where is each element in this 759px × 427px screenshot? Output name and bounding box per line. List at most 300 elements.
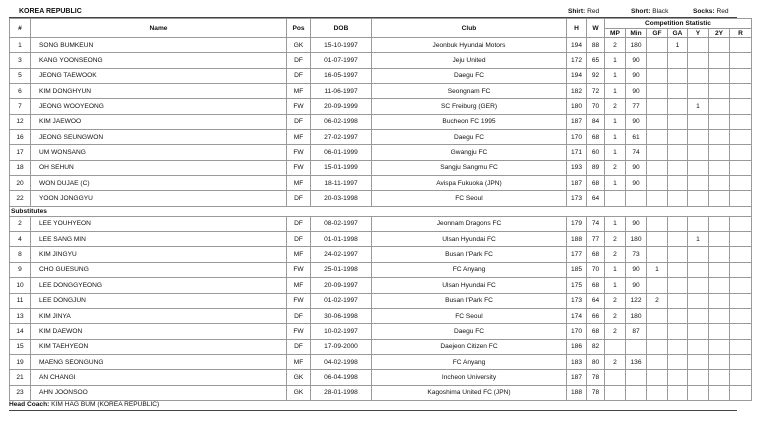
cell-ga (668, 145, 688, 160)
cell-h: 187 (567, 176, 587, 191)
cell-club: FC Seoul (372, 308, 567, 323)
cell-y2 (709, 308, 730, 323)
cell-dob: 28-01-1998 (311, 385, 372, 400)
cell-h: 194 (567, 38, 587, 53)
cell-pos: DF (287, 216, 311, 231)
col-weight: W (587, 19, 605, 38)
cell-gf (647, 145, 668, 160)
cell-min: 90 (626, 176, 647, 191)
cell-gf (647, 232, 668, 247)
cell-mp (605, 339, 626, 354)
cell-pos: GK (287, 370, 311, 385)
cell-r (730, 38, 752, 53)
cell-ga (668, 114, 688, 129)
head-coach-label: Head Coach: (9, 401, 50, 408)
col-y: Y (688, 29, 709, 38)
cell-pos: DF (287, 232, 311, 247)
cell-club: FC Anyang (372, 354, 567, 369)
cell-w: 68 (587, 247, 605, 262)
cell-y (688, 191, 709, 206)
cell-w: 64 (587, 191, 605, 206)
cell-h: 179 (567, 216, 587, 231)
cell-num: 13 (10, 308, 31, 323)
cell-y (688, 53, 709, 68)
cell-num: 9 (10, 262, 31, 277)
cell-y (688, 176, 709, 191)
cell-mp: 1 (605, 176, 626, 191)
cell-y2 (709, 53, 730, 68)
cell-y2 (709, 232, 730, 247)
cell-y2 (709, 68, 730, 83)
cell-dob: 06-01-1999 (311, 145, 372, 160)
cell-min: 73 (626, 247, 647, 262)
cell-club: Bucheon FC 1995 (372, 114, 567, 129)
cell-mp: 1 (605, 145, 626, 160)
cell-club: Jeonbuk Hyundai Motors (372, 38, 567, 53)
cell-y2 (709, 216, 730, 231)
cell-pos: DF (287, 68, 311, 83)
cell-r (730, 370, 752, 385)
cell-club: Kagoshima United FC (JPN) (372, 385, 567, 400)
cell-r (730, 262, 752, 277)
cell-ga (668, 191, 688, 206)
cell-name: UM WONSANG (31, 145, 287, 160)
cell-gf (647, 160, 668, 175)
cell-w: 72 (587, 84, 605, 99)
cell-y (688, 145, 709, 160)
cell-y (688, 339, 709, 354)
col-name: Name (31, 19, 287, 38)
cell-min: 90 (626, 216, 647, 231)
cell-pos: GK (287, 38, 311, 53)
cell-y2 (709, 145, 730, 160)
player-row (10, 191, 752, 206)
cell-h: 187 (567, 370, 587, 385)
cell-club: SC Freiburg (GER) (372, 99, 567, 114)
cell-mp: 1 (605, 262, 626, 277)
cell-gf (647, 114, 668, 129)
cell-num: 19 (10, 354, 31, 369)
cell-w: 82 (587, 339, 605, 354)
cell-y (688, 160, 709, 175)
cell-r (730, 176, 752, 191)
cell-mp: 1 (605, 53, 626, 68)
cell-min: 90 (626, 68, 647, 83)
cell-w: 74 (587, 216, 605, 231)
cell-dob: 04-02-1998 (311, 354, 372, 369)
cell-ga (668, 53, 688, 68)
cell-w: 64 (587, 293, 605, 308)
cell-gf (647, 324, 668, 339)
cell-h: 171 (567, 145, 587, 160)
cell-gf (647, 370, 668, 385)
cell-y2 (709, 293, 730, 308)
player-row (10, 278, 752, 293)
cell-y2 (709, 324, 730, 339)
player-row (10, 38, 752, 53)
cell-pos: DF (287, 53, 311, 68)
cell-h: 188 (567, 232, 587, 247)
cell-r (730, 145, 752, 160)
cell-w: 66 (587, 308, 605, 323)
player-row (10, 145, 752, 160)
substitutes-section (10, 206, 752, 216)
cell-min: 90 (626, 84, 647, 99)
cell-y2 (709, 247, 730, 262)
cell-num: 21 (10, 370, 31, 385)
cell-y2 (709, 38, 730, 53)
cell-r (730, 216, 752, 231)
cell-y (688, 247, 709, 262)
cell-club: Busan I'Park FC (372, 293, 567, 308)
cell-club: Daegu FC (372, 324, 567, 339)
player-row (10, 339, 752, 354)
cell-name: LEE SANG MIN (31, 232, 287, 247)
cell-gf (647, 278, 668, 293)
cell-mp (605, 385, 626, 400)
cell-ga (668, 308, 688, 323)
cell-ga (668, 324, 688, 339)
cell-w: 89 (587, 160, 605, 175)
cell-r (730, 339, 752, 354)
cell-ga: 1 (668, 38, 688, 53)
cell-dob: 08-02-1997 (311, 216, 372, 231)
cell-y (688, 114, 709, 129)
cell-h: 187 (567, 114, 587, 129)
cell-pos: FW (287, 99, 311, 114)
cell-r (730, 247, 752, 262)
cell-mp: 1 (605, 130, 626, 145)
cell-gf: 2 (647, 293, 668, 308)
cell-name: KANG YOONSEONG (31, 53, 287, 68)
cell-club: Avispa Fukuoka (JPN) (372, 176, 567, 191)
cell-pos: MF (287, 84, 311, 99)
cell-y: 1 (688, 99, 709, 114)
cell-club: Incheon University (372, 370, 567, 385)
cell-min: 74 (626, 145, 647, 160)
cell-r (730, 354, 752, 369)
cell-w: 84 (587, 114, 605, 129)
player-row (10, 84, 752, 99)
cell-gf (647, 99, 668, 114)
cell-y2 (709, 354, 730, 369)
cell-dob: 20-03-1998 (311, 191, 372, 206)
cell-y2 (709, 262, 730, 277)
cell-pos: DF (287, 308, 311, 323)
cell-name: AHN JOONSOO (31, 385, 287, 400)
cell-r (730, 324, 752, 339)
player-row (10, 114, 752, 129)
cell-min: 122 (626, 293, 647, 308)
cell-w: 77 (587, 232, 605, 247)
cell-gf (647, 53, 668, 68)
cell-pos: MF (287, 278, 311, 293)
cell-dob: 24-02-1997 (311, 247, 372, 262)
cell-pos: DF (287, 191, 311, 206)
cell-club: FC Anyang (372, 262, 567, 277)
cell-club: FC Seoul (372, 191, 567, 206)
cell-h: 177 (567, 247, 587, 262)
short-color: Short: Black (631, 8, 669, 15)
cell-num: 22 (10, 191, 31, 206)
cell-name: KIM TAEHYEON (31, 339, 287, 354)
player-row (10, 232, 752, 247)
player-row (10, 53, 752, 68)
col-gf: GF (647, 29, 668, 38)
cell-w: 68 (587, 130, 605, 145)
cell-num: 6 (10, 84, 31, 99)
cell-ga (668, 68, 688, 83)
cell-w: 68 (587, 278, 605, 293)
cell-ga (668, 232, 688, 247)
cell-min: 90 (626, 114, 647, 129)
cell-ga (668, 293, 688, 308)
col-2y: 2Y (709, 29, 730, 38)
cell-club: Gwangju FC (372, 145, 567, 160)
cell-r (730, 130, 752, 145)
cell-min: 77 (626, 99, 647, 114)
cell-ga (668, 278, 688, 293)
cell-pos: DF (287, 339, 311, 354)
cell-ga (668, 262, 688, 277)
cell-dob: 20-09-1999 (311, 99, 372, 114)
cell-min: 180 (626, 232, 647, 247)
cell-w: 70 (587, 262, 605, 277)
cell-gf (647, 38, 668, 53)
cell-y2 (709, 339, 730, 354)
cell-min: 180 (626, 38, 647, 53)
cell-min: 90 (626, 262, 647, 277)
cell-y (688, 370, 709, 385)
cell-min (626, 385, 647, 400)
cell-name: JEONG TAEWOOK (31, 68, 287, 83)
cell-name: JEONG WOOYEONG (31, 99, 287, 114)
cell-dob: 06-02-1998 (311, 114, 372, 129)
shirt-color: Shirt: Red (568, 8, 600, 15)
cell-y (688, 324, 709, 339)
col-r: R (730, 29, 752, 38)
cell-r (730, 278, 752, 293)
col-pos: Pos (287, 19, 311, 38)
cell-club: Jeju United (372, 53, 567, 68)
cell-mp: 2 (605, 324, 626, 339)
cell-name: LEE YOUHYEON (31, 216, 287, 231)
cell-pos: FW (287, 145, 311, 160)
cell-y: 1 (688, 232, 709, 247)
cell-ga (668, 99, 688, 114)
cell-h: 188 (567, 385, 587, 400)
cell-dob: 10-02-1997 (311, 324, 372, 339)
cell-h: 175 (567, 278, 587, 293)
cell-y (688, 354, 709, 369)
cell-h: 186 (567, 339, 587, 354)
cell-gf (647, 354, 668, 369)
cell-name: KIM DAEWON (31, 324, 287, 339)
cell-mp: 1 (605, 84, 626, 99)
head-coach-name: KIM HAG BUM (KOREA REPUBLIC) (51, 401, 160, 408)
cell-r (730, 53, 752, 68)
cell-ga (668, 370, 688, 385)
cell-gf (647, 339, 668, 354)
cell-w: 78 (587, 370, 605, 385)
cell-min: 90 (626, 160, 647, 175)
cell-min (626, 339, 647, 354)
cell-mp: 2 (605, 354, 626, 369)
cell-club: Busan I'Park FC (372, 247, 567, 262)
cell-min (626, 370, 647, 385)
cell-name: OH SEHUN (31, 160, 287, 175)
cell-name: JEONG SEUNGWON (31, 130, 287, 145)
cell-num: 3 (10, 53, 31, 68)
cell-y2 (709, 114, 730, 129)
cell-pos: MF (287, 247, 311, 262)
cell-dob: 01-07-1997 (311, 53, 372, 68)
cell-r (730, 191, 752, 206)
player-row (10, 216, 752, 231)
cell-num: 4 (10, 232, 31, 247)
cell-mp: 2 (605, 38, 626, 53)
cell-name: KIM JAEWOO (31, 114, 287, 129)
player-row (10, 262, 752, 277)
cell-r (730, 308, 752, 323)
cell-w: 80 (587, 354, 605, 369)
cell-r (730, 68, 752, 83)
cell-pos: FW (287, 160, 311, 175)
cell-num: 1 (10, 38, 31, 53)
cell-w: 70 (587, 99, 605, 114)
cell-gf (647, 191, 668, 206)
cell-gf: 1 (647, 262, 668, 277)
cell-num: 20 (10, 176, 31, 191)
cell-min: 136 (626, 354, 647, 369)
player-row (10, 293, 752, 308)
cell-r (730, 84, 752, 99)
cell-dob: 06-04-1998 (311, 370, 372, 385)
header-row (10, 19, 752, 29)
competition-statistic-header: Competition Statistic (605, 19, 752, 29)
cell-pos: GK (287, 385, 311, 400)
cell-y (688, 68, 709, 83)
cell-r (730, 114, 752, 129)
cell-w: 60 (587, 145, 605, 160)
cell-ga (668, 385, 688, 400)
col-min: Min (626, 29, 647, 38)
cell-y2 (709, 385, 730, 400)
cell-h: 193 (567, 160, 587, 175)
cell-dob: 15-01-1999 (311, 160, 372, 175)
cell-club: Jeonnam Dragons FC (372, 216, 567, 231)
cell-num: 18 (10, 160, 31, 175)
cell-club: Daegu FC (372, 68, 567, 83)
cell-r (730, 232, 752, 247)
roster-table (9, 18, 752, 401)
cell-y (688, 84, 709, 99)
cell-h: 185 (567, 262, 587, 277)
cell-club: Daegu FC (372, 130, 567, 145)
cell-mp (605, 191, 626, 206)
col-num: # (10, 19, 31, 38)
cell-num: 15 (10, 339, 31, 354)
cell-name: MAENG SEONGUNG (31, 354, 287, 369)
cell-y2 (709, 278, 730, 293)
cell-mp: 2 (605, 247, 626, 262)
cell-ga (668, 216, 688, 231)
cell-h: 183 (567, 354, 587, 369)
cell-dob: 01-02-1997 (311, 293, 372, 308)
cell-num: 11 (10, 293, 31, 308)
cell-pos: MF (287, 176, 311, 191)
cell-mp: 1 (605, 68, 626, 83)
cell-y (688, 278, 709, 293)
cell-y2 (709, 130, 730, 145)
cell-dob: 27-02-1997 (311, 130, 372, 145)
cell-y (688, 38, 709, 53)
cell-w: 78 (587, 385, 605, 400)
cell-pos: FW (287, 324, 311, 339)
cell-dob: 30-06-1998 (311, 308, 372, 323)
col-mp: MP (605, 29, 626, 38)
cell-num: 8 (10, 247, 31, 262)
cell-club: Sangju Sangmu FC (372, 160, 567, 175)
cell-w: 88 (587, 38, 605, 53)
cell-h: 174 (567, 308, 587, 323)
team-name: KOREA REPUBLIC (19, 8, 82, 15)
cell-gf (647, 84, 668, 99)
player-row (10, 370, 752, 385)
player-row (10, 68, 752, 83)
cell-y (688, 130, 709, 145)
player-row (10, 99, 752, 114)
cell-r (730, 160, 752, 175)
player-row (10, 176, 752, 191)
cell-pos: MF (287, 130, 311, 145)
player-row (10, 308, 752, 323)
cell-w: 92 (587, 68, 605, 83)
cell-ga (668, 339, 688, 354)
player-row (10, 385, 752, 400)
cell-num: 17 (10, 145, 31, 160)
cell-num: 12 (10, 114, 31, 129)
cell-h: 170 (567, 324, 587, 339)
cell-gf (647, 216, 668, 231)
player-row (10, 160, 752, 175)
cell-h: 173 (567, 191, 587, 206)
cell-r (730, 99, 752, 114)
cell-ga (668, 247, 688, 262)
cell-pos: DF (287, 114, 311, 129)
cell-min (626, 191, 647, 206)
player-row (10, 247, 752, 262)
cell-h: 182 (567, 84, 587, 99)
cell-name: AN CHANGI (31, 370, 287, 385)
player-row (10, 130, 752, 145)
cell-y (688, 308, 709, 323)
cell-y2 (709, 191, 730, 206)
col-club: Club (372, 19, 567, 38)
cell-num: 16 (10, 130, 31, 145)
cell-mp (605, 370, 626, 385)
cell-dob: 01-01-1998 (311, 232, 372, 247)
cell-h: 180 (567, 99, 587, 114)
cell-y2 (709, 99, 730, 114)
cell-ga (668, 354, 688, 369)
col-dob: DOB (311, 19, 372, 38)
cell-dob: 15-10-1997 (311, 38, 372, 53)
cell-mp: 2 (605, 232, 626, 247)
cell-club: Seongnam FC (372, 84, 567, 99)
cell-club: Ulsan Hyundai FC (372, 232, 567, 247)
cell-w: 65 (587, 53, 605, 68)
